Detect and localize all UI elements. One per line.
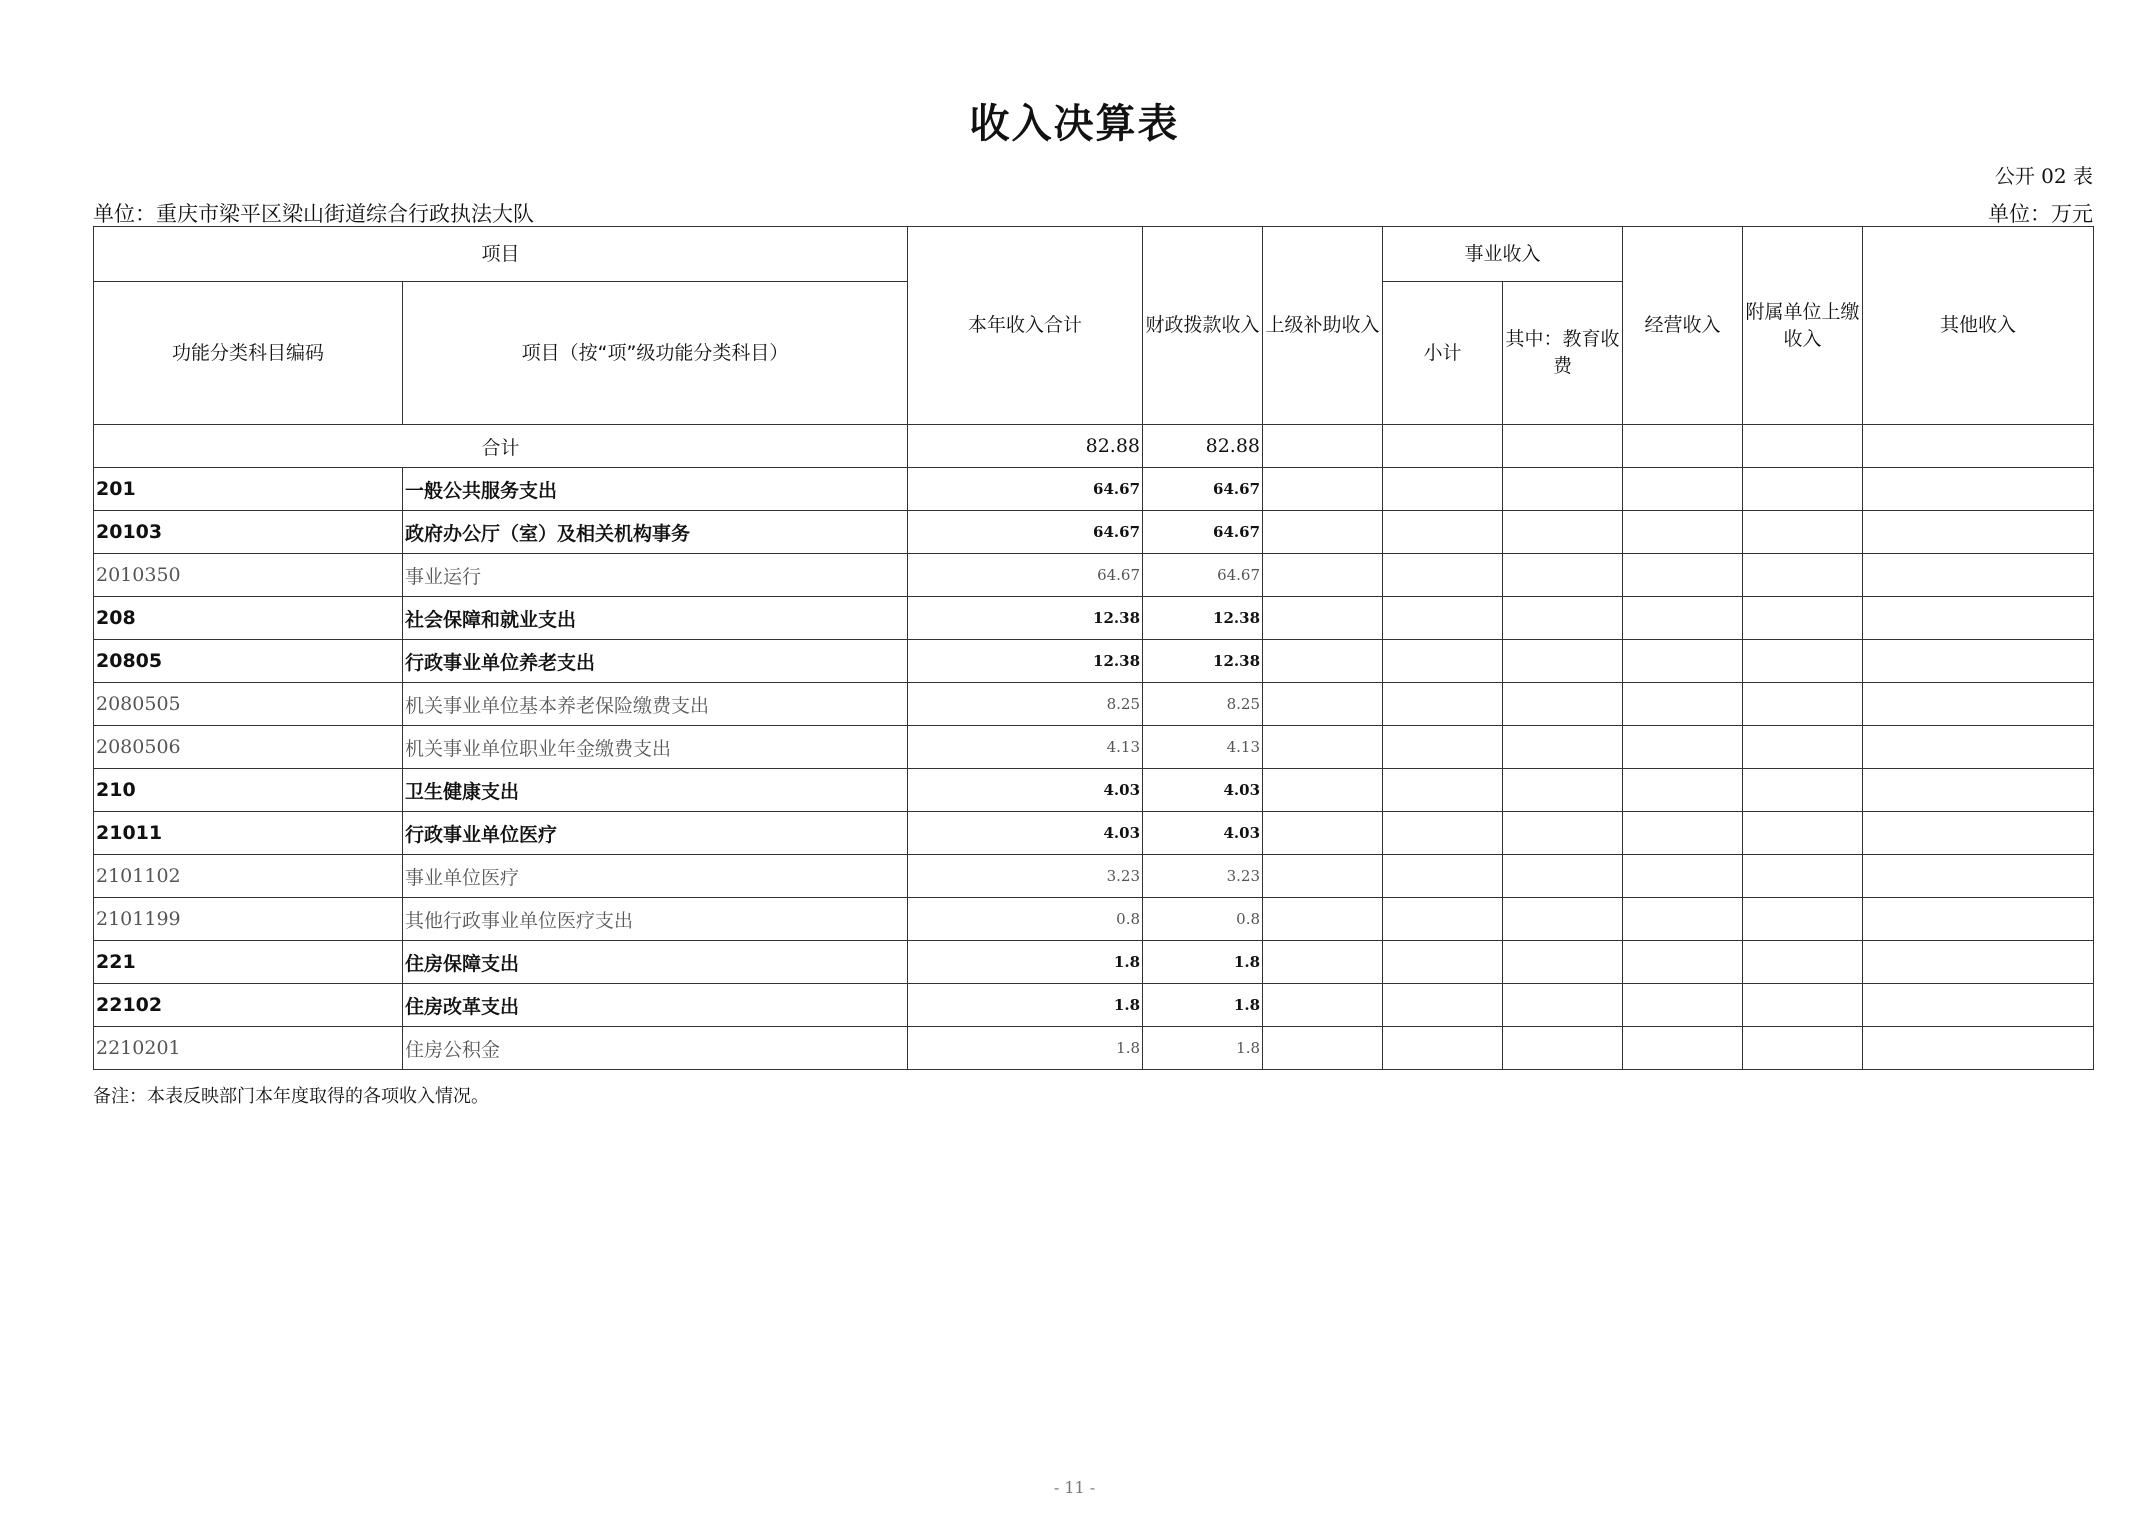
fiscal-cell: 64.67 bbox=[1143, 468, 1263, 511]
empty-cell bbox=[1863, 898, 2094, 941]
item-name-cell: 机关事业单位基本养老保险缴费支出 bbox=[403, 683, 908, 726]
table-row bbox=[94, 726, 2094, 769]
fiscal-cell: 64.67 bbox=[1143, 511, 1263, 554]
empty-cell bbox=[1503, 812, 1623, 855]
table-row bbox=[94, 511, 2094, 554]
income-table bbox=[93, 226, 2094, 1070]
empty-cell bbox=[1863, 769, 2094, 812]
item-name-cell: 社会保障和就业支出 bbox=[403, 597, 908, 640]
footnote: 备注：本表反映部门本年度取得的各项收入情况。 bbox=[93, 1086, 489, 1107]
header-superior: 上级补助收入 bbox=[1263, 227, 1383, 425]
fiscal-cell: 4.03 bbox=[1143, 769, 1263, 812]
empty-cell bbox=[1743, 554, 1863, 597]
fiscal-cell: 8.25 bbox=[1143, 683, 1263, 726]
empty-cell bbox=[1503, 769, 1623, 812]
empty-cell bbox=[1623, 855, 1743, 898]
code-cell: 201 bbox=[94, 468, 403, 511]
empty-cell bbox=[1623, 941, 1743, 984]
empty-cell bbox=[1623, 769, 1743, 812]
header-affiliated: 附属单位上缴收入 bbox=[1743, 227, 1863, 425]
header-edu: 其中：教育收费 bbox=[1503, 282, 1623, 425]
item-name-cell: 住房保障支出 bbox=[403, 941, 908, 984]
empty-cell bbox=[1263, 511, 1383, 554]
empty-cell bbox=[1743, 984, 1863, 1027]
empty-cell bbox=[1383, 898, 1503, 941]
empty-cell bbox=[1263, 855, 1383, 898]
empty-cell bbox=[1743, 941, 1863, 984]
empty-cell bbox=[1743, 898, 1863, 941]
empty-cell bbox=[1263, 468, 1383, 511]
empty-cell bbox=[1743, 855, 1863, 898]
income-total-cell: 64.67 bbox=[908, 511, 1143, 554]
empty-cell bbox=[1383, 855, 1503, 898]
empty-cell bbox=[1263, 1027, 1383, 1070]
empty-cell bbox=[1863, 468, 2094, 511]
empty-cell bbox=[1623, 511, 1743, 554]
code-cell: 221 bbox=[94, 941, 403, 984]
empty-cell bbox=[1863, 855, 2094, 898]
table-row bbox=[94, 941, 2094, 984]
empty-cell bbox=[1383, 468, 1503, 511]
code-cell: 22102 bbox=[94, 984, 403, 1027]
income-total-cell: 1.8 bbox=[908, 984, 1143, 1027]
empty-cell bbox=[1503, 468, 1623, 511]
code-cell: 2101199 bbox=[94, 898, 403, 941]
empty-cell bbox=[1623, 468, 1743, 511]
code-cell: 2210201 bbox=[94, 1027, 403, 1070]
empty-cell bbox=[1743, 425, 1863, 468]
header-fiscal: 财政拨款收入 bbox=[1143, 227, 1263, 425]
table-row bbox=[94, 769, 2094, 812]
empty-cell bbox=[1503, 597, 1623, 640]
empty-cell bbox=[1863, 941, 2094, 984]
item-name-cell: 住房公积金 bbox=[403, 1027, 908, 1070]
empty-cell bbox=[1743, 1027, 1863, 1070]
empty-cell bbox=[1623, 683, 1743, 726]
empty-cell bbox=[1863, 554, 2094, 597]
code-cell: 208 bbox=[94, 597, 403, 640]
code-cell: 2080505 bbox=[94, 683, 403, 726]
empty-cell bbox=[1503, 941, 1623, 984]
fiscal-cell: 4.03 bbox=[1143, 812, 1263, 855]
item-name-cell: 机关事业单位职业年金缴费支出 bbox=[403, 726, 908, 769]
empty-cell bbox=[1503, 726, 1623, 769]
income-total-cell: 1.8 bbox=[908, 1027, 1143, 1070]
empty-cell bbox=[1383, 984, 1503, 1027]
table-row bbox=[94, 640, 2094, 683]
item-name-cell: 行政事业单位医疗 bbox=[403, 812, 908, 855]
empty-cell bbox=[1263, 898, 1383, 941]
empty-cell bbox=[1623, 812, 1743, 855]
empty-cell bbox=[1383, 640, 1503, 683]
page-title: 收入决算表 bbox=[969, 101, 1180, 147]
empty-cell bbox=[1623, 1027, 1743, 1070]
empty-cell bbox=[1863, 640, 2094, 683]
empty-cell bbox=[1383, 597, 1503, 640]
header-item: 项目（按“项”级功能分类科目） bbox=[403, 282, 908, 425]
code-cell: 210 bbox=[94, 769, 403, 812]
total-label: 合计 bbox=[94, 425, 908, 468]
empty-cell bbox=[1623, 554, 1743, 597]
fiscal-cell: 4.13 bbox=[1143, 726, 1263, 769]
empty-cell bbox=[1503, 683, 1623, 726]
empty-cell bbox=[1863, 425, 2094, 468]
header-total: 本年收入合计 bbox=[908, 227, 1143, 425]
empty-cell bbox=[1503, 984, 1623, 1027]
fiscal-cell: 1.8 bbox=[1143, 1027, 1263, 1070]
item-name-cell: 其他行政事业单位医疗支出 bbox=[403, 898, 908, 941]
fiscal-cell: 64.67 bbox=[1143, 554, 1263, 597]
income-total-cell: 4.13 bbox=[908, 726, 1143, 769]
empty-cell bbox=[1263, 769, 1383, 812]
code-cell: 20805 bbox=[94, 640, 403, 683]
table-row bbox=[94, 984, 2094, 1027]
code-cell: 20103 bbox=[94, 511, 403, 554]
income-total-cell: 4.03 bbox=[908, 812, 1143, 855]
empty-cell bbox=[1263, 554, 1383, 597]
code-cell: 2101102 bbox=[94, 855, 403, 898]
item-name-cell: 事业单位医疗 bbox=[403, 855, 908, 898]
empty-cell bbox=[1383, 726, 1503, 769]
income-total-cell: 64.67 bbox=[908, 554, 1143, 597]
empty-cell bbox=[1503, 898, 1623, 941]
empty-cell bbox=[1263, 640, 1383, 683]
empty-cell bbox=[1503, 1027, 1623, 1070]
total-fiscal-cell: 82.88 bbox=[1143, 425, 1263, 468]
empty-cell bbox=[1503, 425, 1623, 468]
income-total-cell: 12.38 bbox=[908, 640, 1143, 683]
empty-cell bbox=[1383, 769, 1503, 812]
table-row bbox=[94, 812, 2094, 855]
empty-cell bbox=[1263, 683, 1383, 726]
income-total-cell: 0.8 bbox=[908, 898, 1143, 941]
income-total-cell: 4.03 bbox=[908, 769, 1143, 812]
empty-cell bbox=[1503, 554, 1623, 597]
empty-cell bbox=[1383, 683, 1503, 726]
empty-cell bbox=[1263, 425, 1383, 468]
empty-cell bbox=[1863, 1027, 2094, 1070]
currency-unit: 单位：万元 bbox=[1988, 202, 2093, 226]
empty-cell bbox=[1263, 812, 1383, 855]
table-row bbox=[94, 855, 2094, 898]
income-total-cell: 64.67 bbox=[908, 468, 1143, 511]
item-name-cell: 卫生健康支出 bbox=[403, 769, 908, 812]
empty-cell bbox=[1623, 726, 1743, 769]
table-row bbox=[94, 554, 2094, 597]
income-total-cell: 12.38 bbox=[908, 597, 1143, 640]
empty-cell bbox=[1623, 425, 1743, 468]
empty-cell bbox=[1383, 511, 1503, 554]
empty-cell bbox=[1623, 984, 1743, 1027]
empty-cell bbox=[1263, 984, 1383, 1027]
empty-cell bbox=[1263, 941, 1383, 984]
fiscal-cell: 1.8 bbox=[1143, 984, 1263, 1027]
empty-cell bbox=[1383, 941, 1503, 984]
empty-cell bbox=[1503, 640, 1623, 683]
code-cell: 2010350 bbox=[94, 554, 403, 597]
table-row bbox=[94, 683, 2094, 726]
item-name-cell: 事业运行 bbox=[403, 554, 908, 597]
income-total-cell: 3.23 bbox=[908, 855, 1143, 898]
empty-cell bbox=[1383, 554, 1503, 597]
empty-cell bbox=[1623, 597, 1743, 640]
empty-cell bbox=[1743, 468, 1863, 511]
page-number: - 11 - bbox=[1053, 1478, 1096, 1497]
header-career: 事业收入 bbox=[1383, 227, 1623, 282]
fiscal-cell: 12.38 bbox=[1143, 640, 1263, 683]
table-body bbox=[94, 425, 2094, 1070]
empty-cell bbox=[1743, 726, 1863, 769]
table-row bbox=[94, 597, 2094, 640]
empty-cell bbox=[1743, 769, 1863, 812]
empty-cell bbox=[1383, 1027, 1503, 1070]
empty-cell bbox=[1383, 812, 1503, 855]
table-row bbox=[94, 1027, 2094, 1070]
empty-cell bbox=[1743, 812, 1863, 855]
income-total-cell: 1.8 bbox=[908, 941, 1143, 984]
fiscal-cell: 1.8 bbox=[1143, 941, 1263, 984]
form-number: 公开 02 表 bbox=[1994, 164, 2093, 188]
header-subtotal: 小计 bbox=[1383, 282, 1503, 425]
income-total-cell: 8.25 bbox=[908, 683, 1143, 726]
total-income-cell: 82.88 bbox=[908, 425, 1143, 468]
empty-cell bbox=[1623, 640, 1743, 683]
code-cell: 21011 bbox=[94, 812, 403, 855]
header-operating: 经营收入 bbox=[1623, 227, 1743, 425]
empty-cell bbox=[1863, 683, 2094, 726]
header-other: 其他收入 bbox=[1863, 227, 2094, 425]
empty-cell bbox=[1863, 984, 2094, 1027]
empty-cell bbox=[1263, 597, 1383, 640]
empty-cell bbox=[1743, 640, 1863, 683]
empty-cell bbox=[1863, 812, 2094, 855]
item-name-cell: 一般公共服务支出 bbox=[403, 468, 908, 511]
item-name-cell: 住房改革支出 bbox=[403, 984, 908, 1027]
empty-cell bbox=[1623, 898, 1743, 941]
item-name-cell: 行政事业单位养老支出 bbox=[403, 640, 908, 683]
fiscal-cell: 0.8 bbox=[1143, 898, 1263, 941]
empty-cell bbox=[1503, 511, 1623, 554]
header-project: 项目 bbox=[94, 227, 908, 282]
fiscal-cell: 12.38 bbox=[1143, 597, 1263, 640]
empty-cell bbox=[1863, 511, 2094, 554]
table-row bbox=[94, 468, 2094, 511]
header-code: 功能分类科目编码 bbox=[94, 282, 403, 425]
reporting-unit: 单位：重庆市梁平区梁山街道综合行政执法大队 bbox=[93, 202, 534, 226]
empty-cell bbox=[1863, 726, 2094, 769]
empty-cell bbox=[1863, 597, 2094, 640]
empty-cell bbox=[1263, 726, 1383, 769]
empty-cell bbox=[1383, 425, 1503, 468]
item-name-cell: 政府办公厅（室）及相关机构事务 bbox=[403, 511, 908, 554]
code-cell: 2080506 bbox=[94, 726, 403, 769]
empty-cell bbox=[1743, 511, 1863, 554]
total-row bbox=[94, 425, 2094, 468]
table-row bbox=[94, 898, 2094, 941]
empty-cell bbox=[1743, 597, 1863, 640]
empty-cell bbox=[1503, 855, 1623, 898]
fiscal-cell: 3.23 bbox=[1143, 855, 1263, 898]
empty-cell bbox=[1743, 683, 1863, 726]
